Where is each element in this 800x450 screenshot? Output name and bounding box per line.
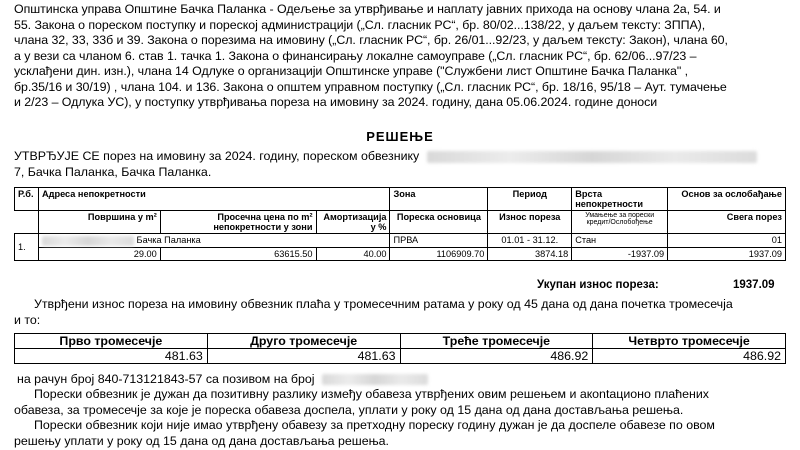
- total-value: 1937.09: [733, 279, 775, 291]
- decision-title: РЕШЕЊЕ: [366, 129, 434, 144]
- row-total-tax: 1937.09: [668, 247, 786, 260]
- taxpayer-address: 7, Бачка Паланка, Бачка Паланка.: [14, 165, 212, 179]
- quarters-table: [14, 333, 786, 364]
- row-tax-base: 1106909.70: [390, 247, 488, 260]
- intro-line: члана 32, 33, 33б и 39. Закона о порезима на имовину („Сл. гласник РС“, бр. 26/01...92/23, у даљем тексту: Закон), члана 60,: [14, 33, 728, 47]
- header-tax-amount: Износ пореза: [488, 211, 572, 234]
- header-period: Период: [488, 188, 572, 211]
- row-address-cell: [38, 234, 390, 248]
- quarter-intro: [14, 297, 789, 328]
- intro-line: бр.35/16 и 30/19) , члана 104. и 136. Закона о општем управном поступку („Сл. гласник РС“, бр. 18/16, 95/18 – Аут. тумачење: [14, 79, 727, 94]
- row-basis: 01: [668, 234, 786, 248]
- row-reduction: -1937.09: [572, 247, 668, 260]
- redacted-taxpayer-name: [427, 151, 757, 163]
- total-label: Укупан износ пореза:: [537, 279, 659, 291]
- intro-paragraph: [14, 2, 789, 111]
- quarter-value: 481.63: [207, 349, 400, 364]
- header-zone: Зона: [390, 188, 488, 211]
- payment-account: [17, 372, 428, 386]
- quarter-label: Треће тромесечје: [400, 334, 593, 349]
- header-area: Површина у m²: [38, 211, 160, 234]
- intro-line: Општинска управа Општине Бачка Паланка - Одељење за утврђивање и наплату јавних прихода на основу члана 2а, 54. и: [14, 2, 721, 16]
- account-text: на рачун број 840-713121843-57 са позивом на број: [17, 372, 315, 386]
- table-row: [15, 234, 786, 248]
- row-number: 1.: [15, 234, 39, 261]
- row-zone: ПРВА: [390, 234, 488, 248]
- row-period: 01.01 - 31.12.: [488, 234, 572, 248]
- header-reduction: Умањење за порески кредит/Ослобођење: [572, 211, 668, 234]
- intro-line: а у вези са чланом 6. став 1. тачка 1. Закона о финансирању локалне самоуправе („Сл. гласник РС“, бр. 62/06...97/23 –: [14, 48, 697, 63]
- property-table: [14, 187, 786, 261]
- row-tax-amount: 3874.18: [488, 247, 572, 260]
- intro-line: 55. Закона о пореском поступку и пореској администрацији („Сл. гласник РС“, бр. 80/02...138/22, у даљем тексту: ЗППА),: [14, 17, 706, 32]
- header-avg-price: Просечна цена по m² непокретности у зони: [160, 211, 316, 234]
- quarter-intro-line: Утврђени износ пореза на имовину обвезник плаћа у тромесечним ратама у року од 45 дана од дана почетка тромесечја: [34, 297, 733, 311]
- intro-line: усклађени дин. изн.), члана 14 Одлуке о организацији Општинске управе ("Службени лист Општине Бачка Паланка" ,: [14, 64, 689, 78]
- utvrdjuje-text: УТВРЂУЈЕ СЕ порез на имовину за 2024. годину, пореском обвезнику: [14, 149, 420, 163]
- header-type: Врста непокретности: [572, 188, 668, 211]
- quarter-label: Друго тромесечје: [207, 334, 400, 349]
- row-avg-price: 63615.50: [160, 247, 316, 260]
- quarter-label: Четврто тромесечје: [593, 334, 786, 349]
- header-amortization: Амортизација у %: [316, 211, 390, 234]
- row-type: Стан: [572, 234, 668, 248]
- intro-line: и 2/23 – Одлука УС), у поступку утврђивања пореза на имовину за 2024. годину, дана 05.06.2024. године доноси: [14, 95, 658, 109]
- rule-line: обавеза, за тромесечје за које је пореска обавеза доспела, уплати у року од 15 дана од дана достављања решења.: [14, 402, 684, 417]
- row-area: 29.00: [38, 247, 160, 260]
- rule-line: решењу уплати у року од 15 дана од дана достављања решења.: [14, 433, 389, 448]
- taxpayer-statement: [14, 148, 757, 180]
- quarter-value: 486.92: [593, 349, 786, 364]
- quarter-value: 481.63: [15, 349, 208, 364]
- row-address: Бачка Паланка: [136, 235, 201, 245]
- header-total-tax: Свега порез: [668, 211, 786, 234]
- redacted-reference-number: [322, 374, 428, 385]
- payment-rules: [14, 387, 789, 449]
- header-address: Адреса непокретности: [38, 188, 390, 211]
- table-row: [15, 247, 786, 260]
- row-amortization: 40.00: [316, 247, 390, 260]
- header-tax-base: Пореска основица: [390, 211, 488, 234]
- rule-line: Порески обвезник који није имао утврђену обавезу за претходну пореску годину дужан је да доспеле обавезе по овом: [34, 418, 715, 432]
- quarter-value: 486.92: [400, 349, 593, 364]
- header-basis: Основ за ослобађање: [668, 188, 786, 211]
- header-rb: Р.б.: [15, 188, 39, 211]
- redacted-street: [42, 236, 134, 246]
- rule-line: Порески обвезник је дужан да позитивну разлику између обавеза утврђених овим решењем и акontационо плаћених: [34, 387, 709, 401]
- quarter-intro-line: и то:: [14, 312, 41, 327]
- quarter-label: Прво тромесечје: [15, 334, 208, 349]
